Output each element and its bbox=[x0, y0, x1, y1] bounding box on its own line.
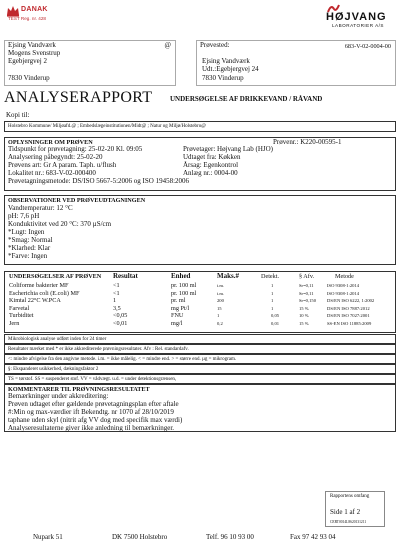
info-right-4: Anlæg nr.: 0004-00 bbox=[183, 169, 238, 177]
cell-name: Coliforme bakterier MF bbox=[9, 282, 69, 289]
observation-item: Konduktivitet ved 20 °C: 370 µS/cm bbox=[8, 220, 112, 228]
col-header-max: Maks.# bbox=[217, 272, 239, 280]
cell-max: 200 bbox=[217, 298, 224, 304]
cell-dev: 10 % bbox=[299, 313, 309, 319]
note-box bbox=[4, 344, 396, 354]
cell-detect: 1 bbox=[271, 305, 274, 311]
report-title: ANALYSERAPPORT bbox=[4, 89, 153, 106]
col-header-dev: § Afv. bbox=[299, 273, 315, 280]
cell-dev: 15 % bbox=[299, 321, 309, 326]
sample-site-line-3: 7830 Vinderup bbox=[202, 74, 244, 82]
sample-site-line-2: Udt.:Egebjergvej 24 bbox=[202, 65, 259, 73]
col-header-unit: Enhed bbox=[171, 272, 191, 280]
sample-site-box bbox=[196, 40, 396, 86]
comment-line: Analyseresultaterne giver ikke anledning til bemærkninger. bbox=[8, 424, 175, 432]
cell-detect: 1 bbox=[271, 298, 274, 304]
cell-result: <1 bbox=[113, 282, 120, 289]
danak-brand: DANAK bbox=[21, 6, 48, 13]
info-right-3: Årsag: Egenkontrol bbox=[183, 161, 239, 169]
observation-item: *Farve: Ingen bbox=[8, 252, 48, 260]
danak-logo bbox=[6, 4, 66, 26]
col-header-name: UNDERSØGELSER AF PRØVEN bbox=[9, 273, 102, 280]
note-text: §: Ekspanderet usikkerhed, dækningsfaktor 2 bbox=[8, 367, 99, 372]
cell-dev: Sr=0,11 bbox=[299, 290, 314, 296]
report-subtitle: UNDERSØGELSE AF DRIKKEVAND / RÅVAND bbox=[170, 95, 323, 103]
cell-unit: mg/l bbox=[171, 320, 183, 327]
comment-line: #:Min og max-værdier ift Bekendtg. nr 1070 af 28/10/2019 bbox=[8, 408, 174, 416]
sample-info-box bbox=[4, 137, 396, 191]
observations-header: OBSERVATIONER VED PRØVEUDTAGNINGEN bbox=[8, 197, 146, 204]
table-row bbox=[9, 312, 393, 320]
cell-max: i.m. bbox=[217, 283, 225, 288]
cell-unit: mg Pt/l bbox=[171, 304, 190, 312]
sample-number: Prøvenr.: K220-00595-1 bbox=[273, 138, 342, 146]
danak-reg: TEST Reg. nr. 428 bbox=[8, 16, 46, 21]
info-left-2: Analysering påbegyndt: 25-02-20 bbox=[8, 153, 103, 161]
recipient-marker: @ bbox=[164, 41, 171, 49]
logo-name: HØJVANG bbox=[326, 11, 387, 23]
info-left-1: Tidspunkt for prøvetagning: 25-02-20 Kl. 09:05 bbox=[8, 145, 143, 153]
comment-line: taphane uden skyl (nitrit afg VV dog med specifik max værdi) bbox=[8, 416, 183, 424]
cell-name: Kimtal 22°C W.PCA bbox=[9, 297, 61, 305]
table-row bbox=[9, 305, 393, 313]
note-text: Resultater mærket med * er ikke akkrediterede prøvningsresultater. Afv : Rel. standardafv. bbox=[8, 347, 189, 352]
cell-method: DS/EN ISO 7027:2001 bbox=[327, 313, 370, 319]
col-header-detect: Detekt. bbox=[261, 273, 280, 280]
cell-dev: 15 % bbox=[299, 305, 309, 311]
footer-phone: Telf. 96 10 93 00 bbox=[206, 533, 254, 541]
cell-result: <0,05 bbox=[113, 312, 128, 320]
observation-item: *Lugt: Ingen bbox=[8, 228, 45, 236]
report-code: CERT0014L8620131211 bbox=[330, 520, 367, 524]
cell-result: <0,01 bbox=[113, 320, 128, 327]
copy-label: Kopi til: bbox=[6, 111, 30, 119]
copy-recipients: Holstebro Kommune/ Miljøafd.@ ; Embedslægeinstitutionen/Midt@ ; Natur og Miljø/Holstebro@ bbox=[8, 124, 206, 129]
results-header-row bbox=[9, 273, 393, 281]
cell-method: ISO 9308-1:2014 bbox=[327, 283, 360, 288]
comments-header: KOMMENTARER TIL PRØVNINGSRESULTATET bbox=[8, 386, 150, 393]
sample-info-header: OPLYSNINGER OM PRØVEN bbox=[8, 139, 93, 146]
table-row bbox=[9, 282, 393, 290]
comment-line: Prøven udtaget efter gældende prøvetagningsplan efter aftale bbox=[8, 400, 179, 408]
cell-dev: Sr=0,11 bbox=[299, 283, 314, 288]
cell-detect: 0,01 bbox=[271, 321, 280, 326]
logo-sub: LABORATORIER A/S bbox=[332, 23, 384, 28]
table-row bbox=[9, 320, 393, 328]
col-header-result: Resultat bbox=[113, 272, 138, 280]
observation-item: *Smag: Normal bbox=[8, 236, 53, 244]
cell-detect: 1 bbox=[271, 283, 274, 288]
cell-dev: Sr=0,150 bbox=[299, 298, 317, 304]
recipient-box bbox=[4, 40, 176, 86]
cell-max: 15 bbox=[217, 305, 222, 311]
cell-detect: 0,05 bbox=[271, 313, 280, 319]
observations-box bbox=[4, 195, 396, 265]
cell-method: ISO 9308-1:2014 bbox=[327, 290, 360, 296]
note-box bbox=[4, 374, 396, 384]
cell-result: 3,5 bbox=[113, 304, 121, 312]
info-left-3: Prøvens art: Gr A param. Taph. u/flush bbox=[8, 161, 117, 169]
recipient-line-3: Egebjergvej 2 bbox=[8, 57, 47, 65]
cell-unit: pr. ml bbox=[171, 297, 186, 305]
recipient-line-5: 7830 Vinderup bbox=[8, 74, 50, 82]
col-header-method: Metode bbox=[335, 273, 354, 280]
footer-fax: Fax 97 42 93 04 bbox=[290, 533, 336, 541]
info-left-4: Lokalitet nr.: 683-V-02-000400 bbox=[8, 169, 96, 177]
cell-max: 1 bbox=[217, 313, 220, 319]
cell-name: Escherichia coli (E.coli) MF bbox=[9, 289, 80, 297]
note-text: Mikrobiologisk analyse udført inden for 24 timer bbox=[8, 337, 107, 342]
cell-method: DS/EN ISO 6222, 1:2002 bbox=[327, 298, 375, 304]
cell-method: SS-EN ISO 11885:2009 bbox=[327, 321, 372, 326]
info-left-5: Prøvetagningsmetode: DS/ISO 5667-5:2006 og ISO 19458:2006 bbox=[8, 177, 190, 185]
cell-result: <1 bbox=[113, 289, 120, 297]
cell-name: Jern bbox=[9, 320, 20, 327]
comments-box bbox=[4, 384, 396, 432]
cell-name: Farvetal bbox=[9, 304, 30, 312]
observation-item: pH: 7,6 pH bbox=[8, 212, 40, 220]
footer-city: DK 7500 Holstebro bbox=[112, 533, 168, 541]
page-indicator: Side 1 af 2 bbox=[330, 508, 361, 516]
sample-site-label: Prøvested: bbox=[200, 41, 230, 49]
info-right-1: Prøvetager: Højvang Lab (HJO) bbox=[183, 145, 274, 153]
footer-address: Nupark 51 bbox=[33, 533, 63, 541]
cell-detect: 1 bbox=[271, 290, 274, 296]
cell-unit: pr. 100 ml bbox=[171, 289, 197, 297]
table-row bbox=[9, 290, 393, 298]
info-right-2: Udtaget fra: Køkken bbox=[183, 153, 241, 161]
results-box bbox=[4, 271, 396, 333]
note-box bbox=[4, 354, 396, 364]
note-text: TS = tørstof. SS = suspenderet stof. VV = vådvægt. u.d. = under detektionsgrænsen, bbox=[8, 377, 177, 382]
comment-line: Bemærkninger under akkreditering: bbox=[8, 392, 109, 400]
observation-item: Vandtemperatur: 12 °C bbox=[8, 204, 73, 212]
cell-name: Turbiditet bbox=[9, 312, 34, 320]
sample-site-line-1: Ejsing Vandværk bbox=[202, 57, 250, 65]
note-text: <: mindre afvigelse fra den angivne metode. i.m. = ikke målelig. < = mindre end. > = større end. µg = mikrogram. bbox=[8, 357, 237, 362]
recipient-line-1: Ejsing Vandværk bbox=[8, 41, 56, 49]
cell-unit: FNU bbox=[171, 312, 184, 320]
cell-result: 1 bbox=[113, 297, 117, 305]
cell-max: i.m. bbox=[217, 290, 225, 296]
note-box bbox=[4, 334, 396, 344]
cell-method: DS/EN ISO 7887:2012 bbox=[327, 305, 370, 311]
table-row bbox=[9, 297, 393, 305]
cell-unit: pr. 100 ml bbox=[171, 282, 197, 289]
sample-site-code: 683-V-02-0004-00 bbox=[344, 43, 391, 50]
report-scope-label: Rapportens omfang bbox=[330, 494, 370, 499]
recipient-line-2: Mogens Svenstrup bbox=[8, 49, 61, 57]
note-box bbox=[4, 364, 396, 374]
report-scope-box bbox=[325, 491, 385, 527]
hojvang-logo bbox=[322, 2, 396, 28]
observation-item: *Klarhed: Klar bbox=[8, 244, 51, 252]
copy-box bbox=[4, 121, 396, 132]
cell-max: 0,2 bbox=[217, 321, 223, 326]
